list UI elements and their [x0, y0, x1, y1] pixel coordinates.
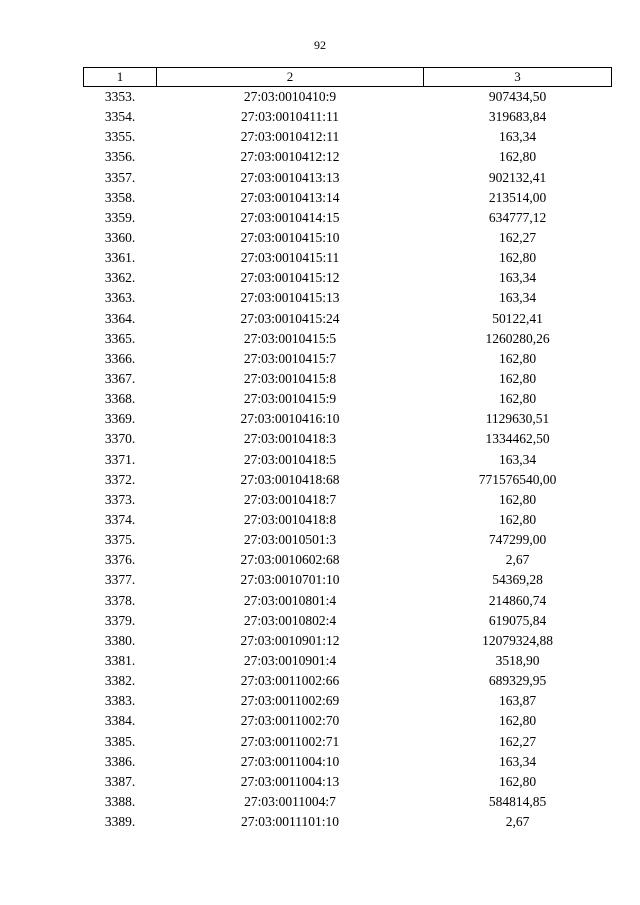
row-number-cell: 3374.: [104, 512, 136, 528]
table-row: [84, 631, 612, 651]
table-row: [84, 570, 612, 590]
cadastral-number-cell: 27:03:0010415:10: [240, 230, 340, 246]
table-row: [84, 329, 612, 349]
table-row: [84, 248, 612, 268]
table-row: [84, 752, 612, 772]
row-number-cell: 3354.: [104, 109, 136, 125]
table-header-row: [84, 68, 612, 87]
value-cell: 162,80: [498, 149, 537, 165]
cadastral-number-cell: 27:03:0010410:9: [243, 89, 337, 105]
table-row: [84, 691, 612, 711]
table-row: [84, 651, 612, 671]
row-number-cell: 3388.: [104, 793, 136, 809]
value-cell: 163,34: [498, 451, 537, 467]
cadastral-number-cell: 27:03:0011002:71: [240, 733, 340, 749]
value-cell: 163,34: [498, 290, 537, 306]
value-cell: 162,80: [498, 512, 537, 528]
value-cell: 747299,00: [488, 532, 547, 548]
value-cell: 162,80: [498, 713, 537, 729]
page-number: 92: [314, 38, 326, 52]
table-row: [84, 792, 612, 812]
cadastral-number-cell: 27:03:0010701:10: [240, 572, 340, 588]
value-cell: 907434,50: [488, 89, 547, 105]
table-row: [84, 530, 612, 550]
cadastral-number-cell: 27:03:0010415:13: [240, 290, 340, 306]
row-number-cell: 3358.: [104, 189, 136, 205]
row-number-cell: 3368.: [104, 391, 136, 407]
table-row: [84, 188, 612, 208]
table-row: [84, 550, 612, 570]
value-cell: 162,80: [498, 350, 537, 366]
row-number-cell: 3387.: [104, 773, 136, 789]
value-cell: 319683,84: [488, 109, 547, 125]
value-cell: 1129630,51: [485, 411, 550, 427]
value-cell: 163,87: [498, 693, 537, 709]
table-row: [84, 228, 612, 248]
table-row: [84, 671, 612, 691]
row-number-cell: 3377.: [104, 572, 136, 588]
cadastral-number-cell: 27:03:0010415:7: [243, 350, 337, 366]
row-number-cell: 3371.: [104, 451, 136, 467]
table-row: [84, 208, 612, 228]
cadastral-number-cell: 27:03:0011002:66: [240, 673, 340, 689]
cadastral-number-cell: 27:03:0010412:12: [240, 149, 340, 165]
cadastral-number-cell: 27:03:0010416:10: [240, 411, 340, 427]
value-cell: 902132,41: [488, 169, 547, 185]
row-number-cell: 3378.: [104, 592, 136, 608]
cadastral-number-cell: 27:03:0010418:7: [243, 491, 337, 507]
row-number-cell: 3357.: [104, 169, 136, 185]
row-number-cell: 3369.: [104, 411, 136, 427]
table-row: [84, 772, 612, 792]
table-row: [84, 812, 612, 832]
row-number-cell: 3365.: [104, 330, 136, 346]
cadastral-number-cell: 27:03:0010414:15: [240, 209, 340, 225]
value-cell: 163,34: [498, 753, 537, 769]
row-number-cell: 3379.: [104, 612, 136, 628]
row-number-cell: 3355.: [104, 129, 136, 145]
column-header-cadastral-number: 2: [157, 68, 424, 87]
row-number-cell: 3362.: [104, 270, 136, 286]
registry-table: [83, 67, 612, 832]
value-cell: 214860,74: [488, 592, 547, 608]
value-cell: 162,80: [498, 371, 537, 387]
cadastral-number-cell: 27:03:0010901:4: [243, 653, 337, 668]
value-cell: 3518,90: [495, 653, 540, 668]
value-cell: 771576540,00: [478, 471, 557, 487]
column-header-number: 1: [84, 68, 157, 87]
value-cell: 634777,12: [488, 209, 547, 225]
value-cell: 54369,28: [492, 572, 543, 588]
column-header-value: 3: [424, 68, 612, 87]
cadastral-number-cell: 27:03:0011004:13: [240, 773, 340, 789]
cadastral-number-cell: 27:03:0010418:68: [240, 471, 340, 487]
row-number-cell: 3364.: [104, 310, 136, 326]
value-cell: 1334462,50: [485, 431, 550, 447]
row-number-cell: 3370.: [104, 431, 136, 447]
cadastral-number-cell: 27:03:0010418:5: [243, 451, 337, 467]
value-cell: 213514,00: [488, 189, 547, 205]
row-number-cell: 3359.: [104, 209, 136, 225]
row-number-cell: 3360.: [104, 230, 136, 246]
value-cell: 12079324,88: [482, 632, 553, 648]
row-number-cell: 3380.: [104, 632, 136, 648]
row-number-cell: 3386.: [104, 753, 136, 769]
table-row: [84, 450, 612, 470]
row-number-cell: 3373.: [104, 491, 136, 507]
value-cell: 689329,95: [488, 673, 547, 689]
table-row: [84, 288, 612, 308]
value-cell: 162,80: [498, 491, 537, 507]
cadastral-number-cell: 27:03:0010415:9: [243, 391, 337, 407]
cadastral-number-cell: 27:03:0011004:7: [244, 793, 336, 809]
table-body: [84, 87, 612, 833]
table-row: [84, 87, 612, 108]
cadastral-number-cell: 27:03:0010501:3: [243, 532, 337, 548]
row-number-cell: 3385.: [104, 733, 136, 749]
cadastral-number-cell: 27:03:0010418:3: [243, 431, 337, 447]
value-cell: 162,27: [498, 230, 537, 246]
value-cell: 619075,84: [488, 612, 547, 628]
value-cell: 162,80: [498, 391, 537, 407]
value-cell: 2,67: [505, 814, 530, 830]
cadastral-number-cell: 27:03:0010801:4: [243, 592, 337, 608]
row-number-cell: 3367.: [104, 371, 136, 387]
table-row: [84, 510, 612, 530]
cadastral-number-cell: 27:03:0010418:8: [243, 512, 337, 528]
value-cell: 162,27: [498, 733, 537, 749]
table-row: [84, 711, 612, 731]
cadastral-number-cell: 27:03:0010415:24: [240, 310, 340, 326]
row-number-cell: 3382.: [104, 673, 136, 689]
row-number-cell: 3389.: [104, 814, 136, 830]
row-number-cell: 3372.: [104, 471, 136, 487]
cadastral-number-cell: 27:03:0011004:10: [240, 753, 340, 769]
cadastral-number-cell: 27:03:0010413:14: [240, 189, 340, 205]
value-cell: 1260280,26: [485, 330, 550, 346]
cadastral-number-cell: 27:03:0011002:69: [240, 693, 340, 709]
table-row: [84, 309, 612, 329]
table-row: [84, 349, 612, 369]
row-number-cell: 3353.: [104, 89, 136, 105]
table-row: [84, 168, 612, 188]
row-number-cell: 3383.: [104, 693, 136, 709]
table-row: [84, 127, 612, 147]
cadastral-number-cell: 27:03:0010412:11: [240, 129, 340, 145]
row-number-cell: 3363.: [104, 290, 136, 306]
table-row: [84, 429, 612, 449]
cadastral-number-cell: 27:03:0011002:70: [240, 713, 340, 729]
row-number-cell: 3356.: [104, 149, 136, 165]
row-number-cell: 3366.: [104, 350, 136, 366]
row-number-cell: 3384.: [104, 713, 136, 729]
cadastral-number-cell: 27:03:0010415:8: [243, 371, 337, 387]
value-cell: 50122,41: [492, 310, 543, 326]
table-row: [84, 147, 612, 167]
table-row: [84, 591, 612, 611]
table-row: [84, 369, 612, 389]
table-row: [84, 389, 612, 409]
cadastral-number-cell: 27:03:0010415:5: [243, 330, 337, 346]
cadastral-number-cell: 27:03:0010411:11: [240, 109, 339, 125]
cadastral-number-cell: 27:03:0010415:12: [240, 270, 340, 286]
row-number-cell: 3381.: [104, 653, 136, 668]
value-cell: 163,34: [498, 129, 537, 145]
table-row: [84, 268, 612, 288]
value-cell: 162,80: [498, 773, 537, 789]
cadastral-number-cell: 27:03:0010802:4: [243, 612, 337, 628]
value-cell: 162,80: [498, 250, 537, 266]
table-row: [84, 611, 612, 631]
value-cell: 2,67: [505, 552, 530, 568]
cadastral-number-cell: 27:03:0010901:12: [240, 632, 340, 648]
cadastral-number-cell: 27:03:0011101:10: [240, 814, 339, 830]
table-row: [84, 732, 612, 752]
table-row: [84, 409, 612, 429]
table-row: [84, 470, 612, 490]
cadastral-number-cell: 27:03:0010415:11: [240, 250, 340, 266]
cadastral-number-cell: 27:03:0010602:68: [240, 552, 340, 568]
row-number-cell: 3375.: [104, 532, 136, 548]
row-number-cell: 3376.: [104, 552, 136, 568]
cadastral-number-cell: 27:03:0010413:13: [240, 169, 340, 185]
table-row: [84, 107, 612, 127]
value-cell: 584814,85: [488, 793, 547, 809]
table-row: [84, 490, 612, 510]
value-cell: 163,34: [498, 270, 537, 286]
row-number-cell: 3361.: [104, 250, 136, 266]
